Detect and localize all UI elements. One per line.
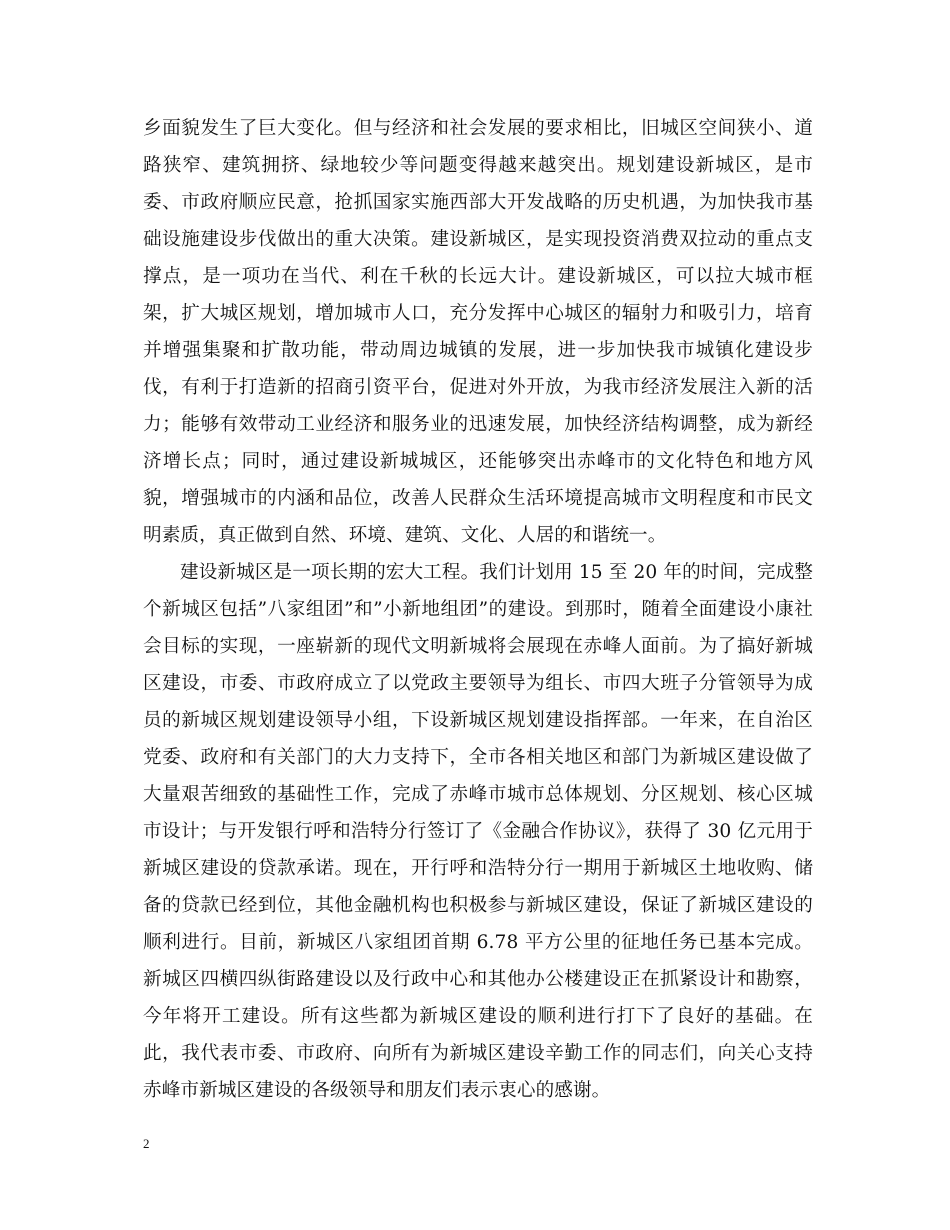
page-number: 2 — [143, 1136, 150, 1151]
body-text — [143, 110, 813, 1109]
paragraph-new-district: 建设新城区是一项长期的宏大工程。我们计划用 15 至 20 年的时间，完成整个新城区包括”八家组团”和”小新地组团”的建设。到那时，随着全面建设小康社会目标的实现，一座崭新的现代文明新城将会展现在赤峰人面前。为了搞好新城区建设，市委、市政府成立了以党政主要领导为组长、市四大班子分管领导为成员的新城区规划建设领导小组，下设新城区规划建设指挥部。一年来，在自治区党委、政府和有关部门的大力支持下，全市各相关地区和部门为新城区建设做了大量艰苦细致的基础性工作，完成了赤峰市城市总体规划、分区规划、核心区城市设计；与开发银行呼和浩特分行签订了《金融合作协议》，获得了 30 亿元用于新城区建设的贷款承诺。现在，开行呼和浩特分行一期用于新城区土地收购、储备的贷款已经到位，其他金融机构也积极参与新城区建设，保证了新城区建设的顺利进行。目前，新城区八家组团首期 6.78 平方公里的征地任务已基本完成。新城区四横四纵街路建设以及行政中心和其他办公楼建设正在抓紧设计和勘察，今年将开工建设。所有这些都为新城区建设的顺利进行打下了良好的基础。在此，我代表市委、市政府、向所有为新城区建设辛勤工作的同志们，向关心支持赤峰市新城区建设的各级领导和朋友们表示衷心的感谢。 — [143, 562, 813, 1101]
paragraph-continuation: 乡面貌发生了巨大变化。但与经济和社会发展的要求相比，旧城区空间狭小、道路狭窄、建筑拥挤、绿地较少等问题变得越来越突出。规划建设新城区，是市委、市政府顺应民意，抢抓国家实施西部大开发战略的历史机遇，为加快我市基础设施建设步伐做出的重大决策。建设新城区，是实现投资消费双拉动的重点支撑点，是一项功在当代、利在千秋的长远大计。建设新城区，可以拉大城市框架，扩大城区规划，增加城市人口，充分发挥中心城区的辐射力和吸引力，培育并增强集聚和扩散功能，带动周边城镇的发展，进一步加快我市城镇化建设步伐，有利于打造新的招商引资平台，促进对外开放，为我市经济发展注入新的活力；能够有效带动工业经济和服务业的迅速发展，加快经济结构调整，成为新经济增长点；同时，通过建设新城城区，还能够突出赤峰市的文化特色和地方风貌，增强城市的内涵和品位，改善人民群众生活环境提高城市文明程度和市民文明素质，真正做到自然、环境、建筑、文化、人居的和谐统一。 — [143, 118, 813, 546]
